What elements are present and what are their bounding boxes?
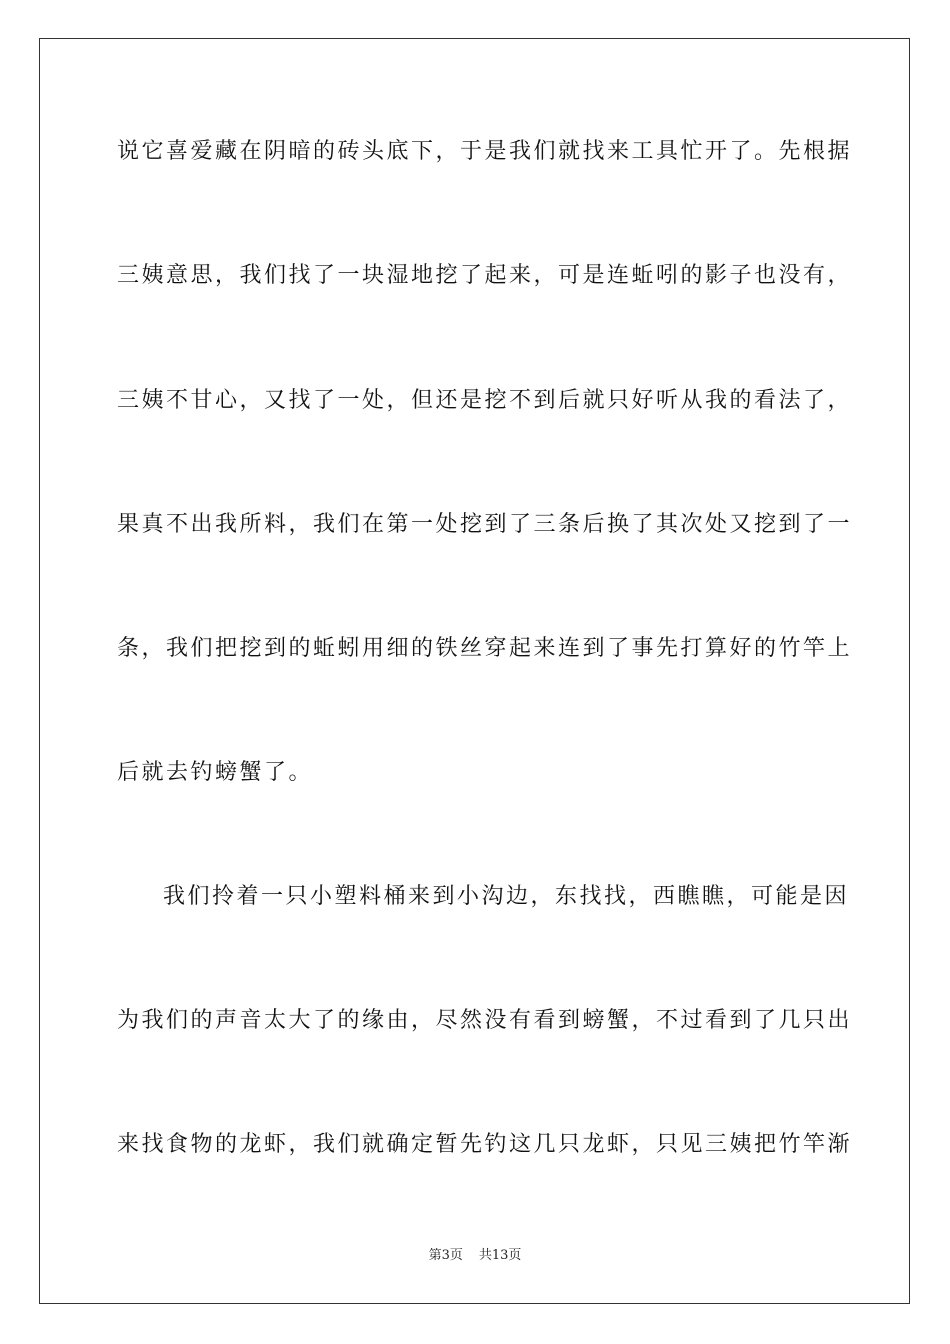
page-total: 共13页 [478, 1248, 522, 1263]
text-line: 三姨不甘心，又找了一处，但还是挖不到后就只好听从我的看法了， [117, 388, 853, 413]
text-line: 后就去钓螃蟹了。 [117, 760, 314, 785]
text-line: 说它喜爱藏在阴暗的砖头底下，于是我们就找来工具忙开了。先根据 [117, 139, 853, 164]
page-number: 第3页 [428, 1248, 463, 1263]
text-line: 果真不出我所料，我们在第一处挖到了三条后换了其次处又挖到了一 [117, 512, 853, 537]
text-line: 三姨意思，我们找了一块湿地挖了起来，可是连蚯吲的影子也没有， [117, 263, 853, 288]
text-line-paragraph-start: 我们拎着一只小塑料桶来到小沟边，东找找，西瞧瞧，可能是因 [163, 884, 850, 909]
text-line: 为我们的声音太大了的缘由，尽然没有看到螃蟹，不过看到了几只出 [117, 1008, 853, 1033]
text-line: 来找食物的龙虾，我们就确定暂先钓这几只龙虾，只见三姨把竹竿渐 [117, 1132, 853, 1157]
page-footer [0, 1247, 950, 1265]
text-line: 条，我们把挖到的蚯蚓用细的铁丝穿起来连到了事先打算好的竹竿上 [117, 636, 853, 661]
page-border [39, 38, 910, 1304]
